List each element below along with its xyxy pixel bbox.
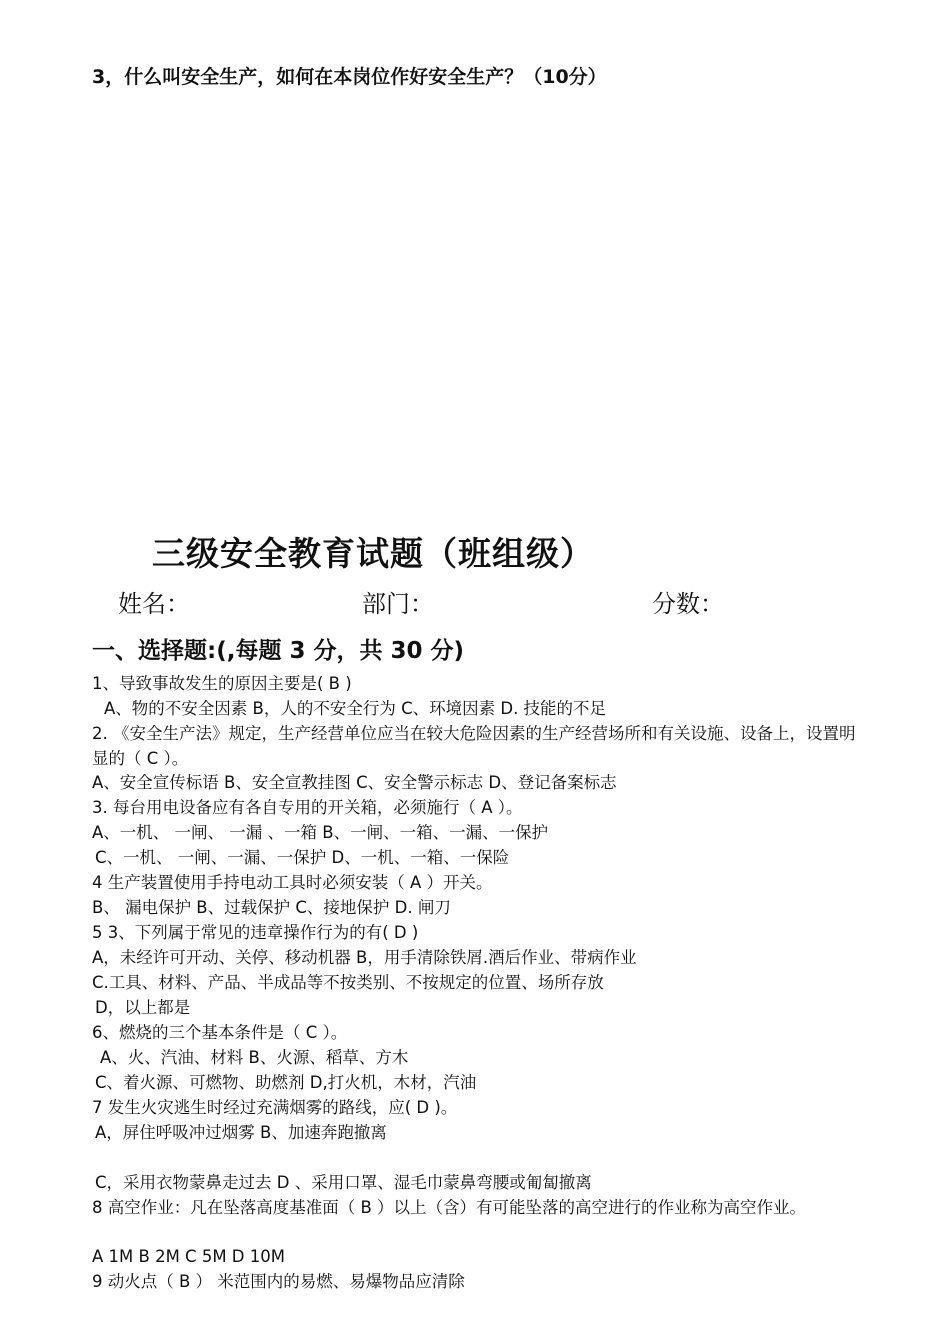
question-5: 5 3、下列属于常见的违章操作行为的有( D ) <box>92 923 419 942</box>
question-6: 6、燃烧的三个基本条件是（ C ）。 <box>92 1023 348 1042</box>
section-heading-choice: 一、选择题:(,每题 3 分，共 30 分) <box>92 638 464 664</box>
question-3: 3. 每台用电设备应有各自专用的开关箱，必须施行（ A ）。 <box>92 798 523 817</box>
department-field-label: 部门： <box>362 590 434 618</box>
question-2: 2. 《安全生产法》规定，生产经营单位应当在较大危险因素的生产经营场所和有关设施、设备上，设置明显的（ C ）。 <box>92 724 856 768</box>
question-5-option-d: D，以上都是 <box>95 998 191 1017</box>
question-5-option-c: C.工具、材料、产品、半成品等不按类别、不按规定的位置、场所存放 <box>92 973 604 992</box>
question-7-options-ab: A，屏住呼吸冲过烟雾 B、加速奔跑撤离 <box>95 1123 387 1142</box>
question-8: 8 高空作业：凡在坠落高度基准面（ B ）以上（含）有可能坠落的高空进行的作业称为高空作业。 <box>92 1198 807 1217</box>
question-5-options-ab: A，未经许可开动、关停、移动机器 B，用手清除铁屑.酒后作业、带病作业 <box>92 948 637 967</box>
question-9: 9 动火点（ B ） 米范围内的易燃、易爆物品应清除 <box>92 1272 465 1291</box>
question-4: 4 生产装置使用手持电动工具时必须安装（ A ）开关。 <box>92 873 493 892</box>
score-field-label: 分数： <box>652 590 724 618</box>
question-7: 7 发生火灾逃生时经过充满烟雾的路线，应( D )。 <box>92 1098 458 1117</box>
question-3-options-cd: C、一机、 一闸、一漏、一保护 D、一机、一箱、一保险 <box>95 848 510 867</box>
question-3-options-ab: A、一机、 一闸、 一漏 、一箱 B、一闸、一箱、一漏、一保护 <box>92 823 549 842</box>
question-6-options-ab: A、火、汽油、材料 B、火源、稻草、方木 <box>100 1048 409 1067</box>
question-7-options-cd: C，采用衣物蒙鼻走过去 D 、采用口罩、湿毛巾蒙鼻弯腰或匍匐撤离 <box>95 1173 592 1192</box>
exam-title: 三级安全教育试题（班组级） <box>152 534 594 573</box>
question-3-open: 3，什么叫安全生产，如何在本岗位作好安全生产？（10分） <box>92 66 607 88</box>
question-2-options: A、安全宣传标语 B、安全宣教挂图 C、安全警示标志 D、登记备案标志 <box>92 773 617 792</box>
question-8-options: A 1M B 2M C 5M D 10M <box>92 1247 285 1266</box>
question-1-options: A、物的不安全因素 B，人的不安全行为 C、环境因素 D. 技能的不足 <box>104 699 607 718</box>
name-field-label: 姓名： <box>118 590 190 618</box>
question-4-options: B、 漏电保护 B、过载保护 C、接地保护 D. 闸刀 <box>92 898 451 917</box>
question-1: 1、导致事故发生的原因主要是( B ) <box>92 674 352 693</box>
question-6-options-cd: C、着火源、可燃物、助燃剂 D,打火机，木材，汽油 <box>95 1073 477 1092</box>
